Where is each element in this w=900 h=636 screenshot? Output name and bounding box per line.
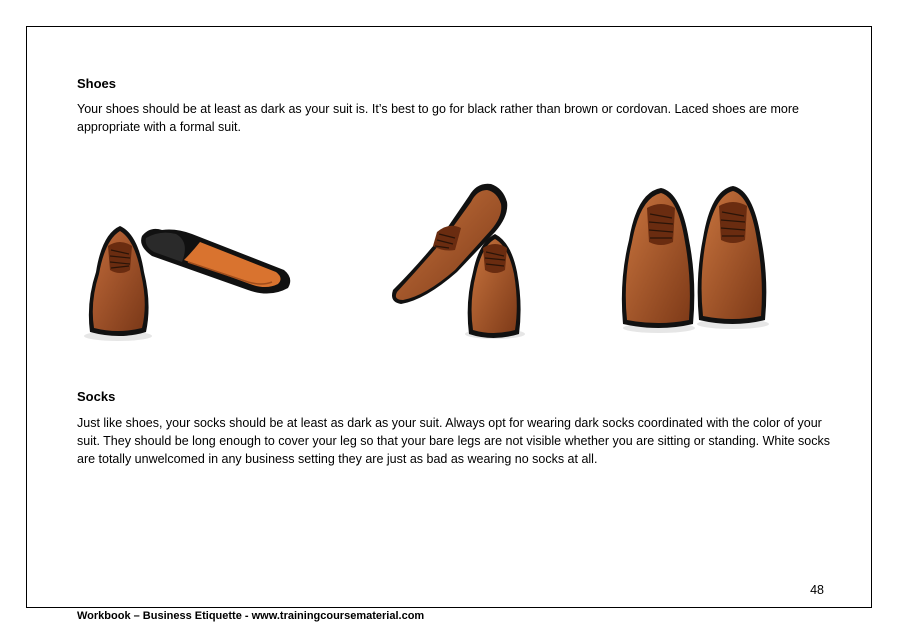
shoes-photo-sole-view [80, 212, 300, 352]
shoes-photo-stacked-pair [385, 172, 530, 352]
shoes-paragraph: Your shoes should be at least as dark as your suit is. It’s best to go for black rather than brown or cordovan. Laced shoes are more appropriate with a formal suit. [77, 102, 799, 134]
shoes-photo-front-pair [615, 180, 775, 340]
page-number: 48 [810, 583, 824, 597]
shoes-heading: Shoes [77, 76, 117, 91]
footer-text: Workbook – Business Etiquette - www.trainingcoursematerial.com [77, 610, 425, 622]
socks-paragraph: Just like shoes, your socks should be at least as dark as your suit. Always opt for wearing dark socks coordinated with the color of your suit. They should be long enough to cover your leg so that your bare legs are not visible whether you are sitting or standing. White socks are totally unwelcomed in any business setting they are just as bad as wearing no socks at all. [77, 416, 830, 466]
socks-heading: Socks [77, 389, 116, 404]
